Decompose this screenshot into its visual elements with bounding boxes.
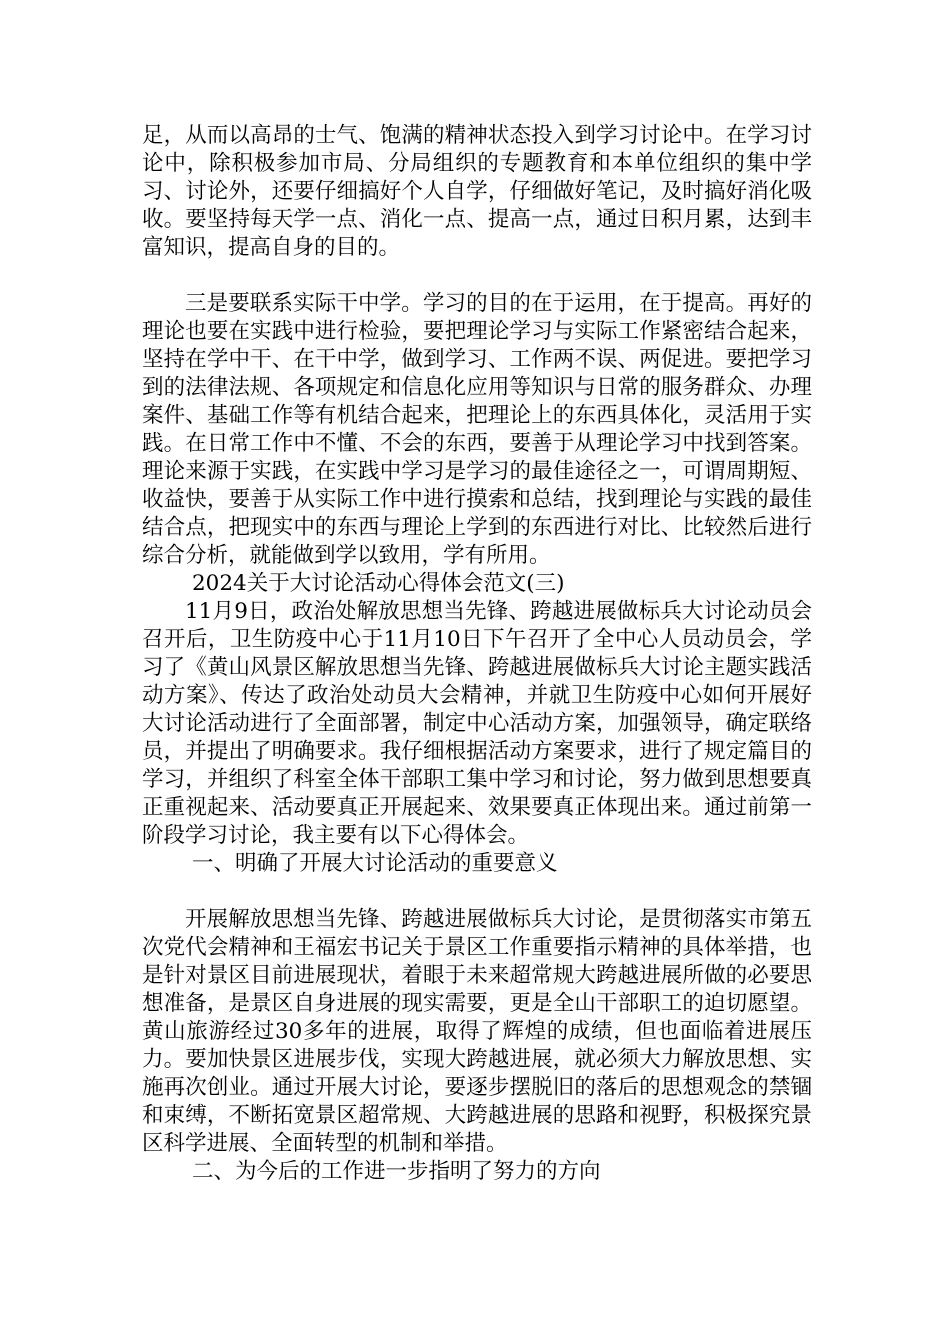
paragraph-1: 足，从而以高昂的士气、饱满的精神状态投入到学习讨论中。在学习讨论中，除积极参加市局、分局组织的专题教育和本单位组织的集中学习、讨论外，还要仔细搞好个人自学，仔细做好笔记，及时搞好消化吸收。要坚持每天学一点、消化一点、提高一点，通过日积月累，达到丰富知识，提高自身的目的。 bbox=[142, 123, 812, 260]
paragraph-3: 11月9日，政治处解放思想当先锋、跨越进展做标兵大讨论动员会召开后，卫生防疫中心于11月10日下午召开了全中心人员动员会，学习了《黄山风景区解放思想当先锋、跨越进展做标兵大讨论主题实践活动方案》、传达了政治处动员大会精神，并就卫生防疫中心如何开展好大讨论活动进行了全面部署，制定中心活动方案，加强领导，确定联络员，并提出了明确要求。我仔细根据活动方案要求，进行了规定篇目的学习，并组织了科室全体干部职工集中学习和讨论，努力做到思想要真正重视起来、活动要真正开展起来、效果要真正体现出来。通过前第一阶段学习讨论，我主要有以下心得体会。 bbox=[142, 599, 812, 848]
article-title: 2024关于大讨论活动心得体会范文(三) bbox=[192, 571, 565, 596]
section-heading-2: 二、为今后的工作进一步指明了努力的方向 bbox=[192, 1159, 601, 1184]
section-heading-1: 一、明确了开展大讨论活动的重要意义 bbox=[192, 851, 558, 876]
document-page bbox=[142, 122, 812, 1186]
paragraph-2: 三是要联系实际干中学。学习的目的在于运用，在于提高。再好的理论也要在实践中进行检验，要把理论学习与实际工作紧密结合起来，坚持在学中干、在干中学，做到学习、工作两不误、两促进。要把学习到的法律法规、各项规定和信息化应用等知识与日常的服务群众、办理案件、基础工作等有机结合起来，把理论上的东西具体化，灵活用于实践。在日常工作中不懂、不会的东西，要善于从理论学习中找到答案。理论来源于实践，在实践中学习是学习的最佳途径之一，可谓周期短、收益快，要善于从实际工作中进行摸索和总结，找到理论与实践的最佳结合点，把现实中的东西与理论上学到的东西进行对比、比较然后进行综合分析，就能做到学以致用，学有所用。 bbox=[142, 291, 812, 568]
paragraph-4: 开展解放思想当先锋、跨越进展做标兵大讨论，是贯彻落实市第五次党代会精神和王福宏书记关于景区工作重要指示精神的具体举措，也是针对景区目前进展现状，着眼于未来超常规大跨越进展所做的必要思想准备，是景区自身进展的现实需要，更是全山干部职工的迫切愿望。黄山旅游经过30多年的进展，取得了辉煌的成绩，但也面临着进展压力。要加快景区进展步伐，实现大跨越进展，就必须大力解放思想、实施再次创业。通过开展大讨论，要逐步摆脱旧的落后的思想观念的禁锢和束缚，不断拓宽景区超常规、大跨越进展的思路和视野，积极探究景区科学进展、全面转型的机制和举措。 bbox=[142, 907, 812, 1156]
